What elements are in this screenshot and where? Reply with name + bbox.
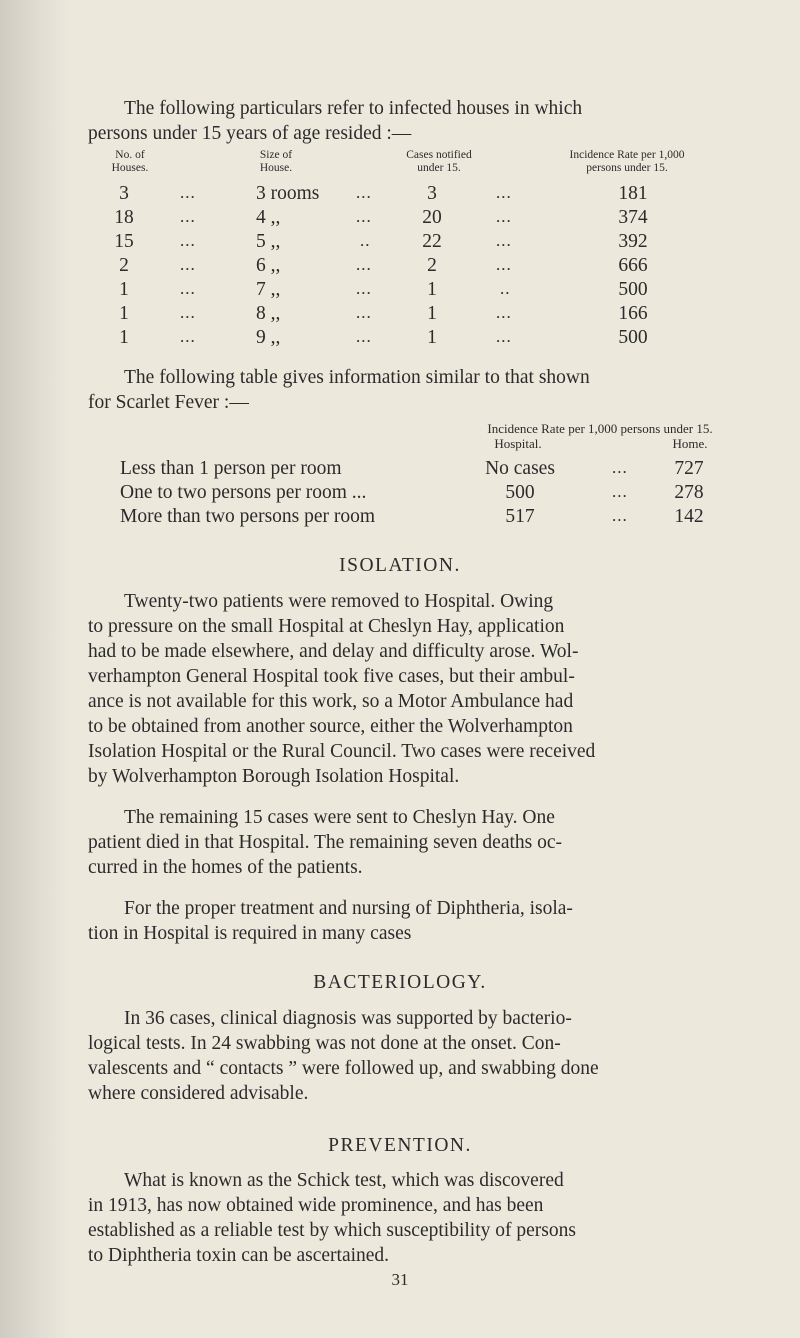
text-line: in 1913, has now obtained wide prominence, and has been	[88, 1195, 544, 1216]
cell-cases: 20	[422, 207, 442, 228]
header-cases-1: Cases notified	[406, 149, 472, 161]
leader-dots: ...	[180, 207, 196, 226]
intro-line-2: persons under 15 years of age resided :—	[88, 123, 412, 144]
cell-hospital: 500	[505, 482, 535, 503]
leader-dots: ...	[356, 327, 372, 346]
cell-rate: 374	[618, 207, 648, 228]
text-line: verhampton General Hospital took five cases, but their ambul-	[88, 666, 575, 687]
text-line: established as a reliable test by which susceptibility of persons	[88, 1220, 576, 1241]
leader-dots: ...	[496, 327, 512, 346]
leader-dots: ...	[496, 183, 512, 202]
cell-size: 6 ,,	[256, 255, 281, 276]
text-line: Isolation Hospital or the Rural Council. Two cases were received	[88, 741, 596, 762]
cell-size: 3 rooms	[256, 183, 320, 204]
table2-header-top: Incidence Rate per 1,000 persons under 15.	[487, 421, 713, 436]
cell-rate: 500	[618, 327, 648, 348]
cell-size: 8 ,,	[256, 303, 281, 324]
leader-dots: ...	[496, 303, 512, 322]
text-line: patient died in that Hospital. The remaining seven deaths oc-	[88, 832, 563, 853]
text-line: Twenty-two patients were removed to Hospital. Owing	[124, 591, 554, 612]
leader-dots: ..	[360, 231, 371, 250]
cell-houses: 1	[119, 279, 129, 300]
leader-dots: ...	[180, 255, 196, 274]
leader-dots: ...	[612, 506, 628, 525]
leader-dots: ...	[612, 458, 628, 477]
header-houses-2: Houses.	[111, 162, 149, 174]
isolation-heading: ISOLATION.	[339, 555, 461, 576]
cell-rate: 392	[618, 231, 648, 252]
cell-houses: 1	[119, 327, 129, 348]
cell-cases: 22	[422, 231, 442, 252]
cell-size: 4 ,,	[256, 207, 281, 228]
cell-houses: 15	[114, 231, 134, 252]
prevention-heading: PREVENTION.	[328, 1135, 472, 1156]
cell-houses: 1	[119, 303, 129, 324]
cell-home: 142	[674, 506, 704, 527]
header-rate-2: persons under 15.	[586, 162, 668, 174]
cell-size: 7 ,,	[256, 279, 281, 300]
leader-dots: ...	[180, 183, 196, 202]
text-line: by Wolverhampton Borough Isolation Hospital.	[88, 766, 460, 787]
header-houses-1: No. of	[115, 149, 145, 161]
cell-rate: 500	[618, 279, 648, 300]
leader-dots: ...	[180, 327, 196, 346]
leader-dots: ...	[496, 231, 512, 250]
leader-dots: ...	[180, 303, 196, 322]
cell-cases: 1	[427, 327, 437, 348]
row-label: One to two persons per room ...	[120, 482, 367, 503]
table2-col-home: Home.	[672, 436, 708, 451]
cell-home: 278	[674, 482, 704, 503]
text-line: What is known as the Schick test, which was discovered	[124, 1170, 564, 1191]
cell-hospital: No cases	[485, 458, 555, 479]
scarlet-line-2: for Scarlet Fever :—	[88, 392, 249, 413]
cell-houses: 3	[119, 183, 129, 204]
cell-rate: 166	[618, 303, 648, 324]
text-line: In 36 cases, clinical diagnosis was supported by bacterio-	[124, 1008, 572, 1029]
header-cases-2: under 15.	[417, 162, 461, 174]
leader-dots: ...	[356, 207, 372, 226]
text-line: valescents and “ contacts ” were followed up, and swabbing done	[88, 1058, 599, 1079]
cell-size: 5 ,,	[256, 231, 281, 252]
page-number: 31	[391, 1270, 409, 1289]
leader-dots: ...	[496, 255, 512, 274]
text-line: to pressure on the small Hospital at Cheslyn Hay, application	[88, 616, 565, 637]
intro-line-1: The following particulars refer to infected houses in which	[124, 98, 583, 119]
text-line: where considered advisable.	[88, 1083, 309, 1104]
leader-dots: ...	[180, 279, 196, 298]
text-line: logical tests. In 24 swabbing was not done at the onset. Con-	[88, 1033, 561, 1054]
leader-dots: ...	[356, 303, 372, 322]
cell-rate: 666	[618, 255, 648, 276]
text-line: The remaining 15 cases were sent to Cheslyn Hay. One	[124, 807, 555, 828]
table2-col-hospital: Hospital.	[494, 436, 542, 451]
leader-dots: ...	[356, 255, 372, 274]
text-line: tion in Hospital is required in many cases	[88, 923, 412, 944]
header-rate-1: Incidence Rate per 1,000	[569, 149, 685, 161]
text-line: to be obtained from another source, either the Wolverhampton	[88, 716, 573, 737]
leader-dots: ...	[612, 482, 628, 501]
leader-dots: ...	[180, 231, 196, 250]
cell-hospital: 517	[505, 506, 535, 527]
cell-houses: 2	[119, 255, 129, 276]
leader-dots: ...	[356, 183, 372, 202]
cell-size: 9 ,,	[256, 327, 281, 348]
scarlet-line-1: The following table gives information similar to that shown	[124, 367, 590, 388]
text-line: to Diphtheria toxin can be ascertained.	[88, 1245, 390, 1266]
leader-dots: ...	[356, 279, 372, 298]
text-line: had to be made elsewhere, and delay and difficulty arose. Wol-	[88, 641, 579, 662]
leader-dots: ...	[496, 207, 512, 226]
leader-dots: ..	[500, 279, 511, 298]
row-label: More than two persons per room	[120, 506, 376, 527]
cell-houses: 18	[114, 207, 134, 228]
row-label: Less than 1 person per room	[120, 458, 342, 479]
cell-rate: 181	[618, 183, 648, 204]
text-line: curred in the homes of the patients.	[88, 857, 363, 878]
bacteriology-heading: BACTERIOLOGY.	[313, 972, 487, 993]
cell-home: 727	[674, 458, 704, 479]
header-size-1: Size of	[259, 149, 293, 161]
cell-cases: 1	[427, 279, 437, 300]
cell-cases: 1	[427, 303, 437, 324]
text-line: ance is not available for this work, so a Motor Ambulance had	[88, 691, 574, 712]
text-line: For the proper treatment and nursing of Diphtheria, isola-	[124, 898, 573, 919]
cell-cases: 2	[427, 255, 437, 276]
cell-cases: 3	[427, 183, 437, 204]
header-size-2: House.	[259, 162, 293, 174]
